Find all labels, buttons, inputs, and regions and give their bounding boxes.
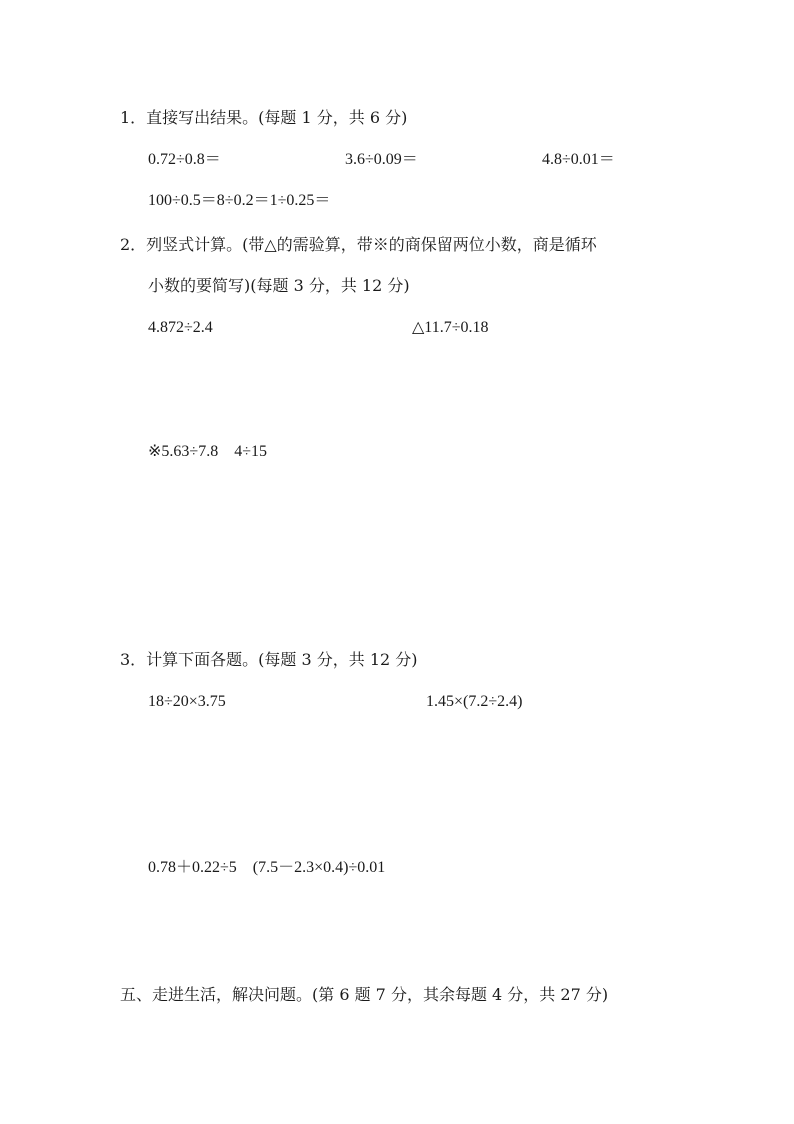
q3-item-3: 0.78＋0.22÷5 (7.5－2.3×0.4)÷0.01 xyxy=(148,859,386,876)
q2-item-2: △11.7÷0.18 xyxy=(412,319,489,336)
q1-item-1: 0.72÷0.8＝ xyxy=(148,151,221,168)
q1-title: 1．直接写出结果。(每题 1 分，共 6 分) xyxy=(120,108,408,127)
q2-item-1: 4.872÷2.4 xyxy=(148,319,213,336)
q3-item-2: 1.45×(7.2÷2.4) xyxy=(426,693,523,710)
q2-item-3: ※5.63÷7.8 4÷15 xyxy=(148,443,267,460)
q3-item-1: 18÷20×3.75 xyxy=(148,693,226,710)
q1-item-4: 100÷0.5＝8÷0.2＝1÷0.25＝ xyxy=(148,192,331,209)
q1-item-3: 4.8÷0.01＝ xyxy=(542,151,615,168)
q3-title: 3．计算下面各题。(每题 3 分，共 12 分) xyxy=(120,650,418,669)
q2-title-line2: 小数的要简写)(每题 3 分，共 12 分) xyxy=(148,276,410,295)
q2-title-line1: 2．列竖式计算。(带△的需验算，带※的商保留两位小数，商是循环 xyxy=(120,235,597,254)
section5-title: 五、走进生活，解决问题。(第 6 题 7 分，其余每题 4 分，共 27 分) xyxy=(120,985,609,1004)
q1-item-2: 3.6÷0.09＝ xyxy=(345,151,418,168)
